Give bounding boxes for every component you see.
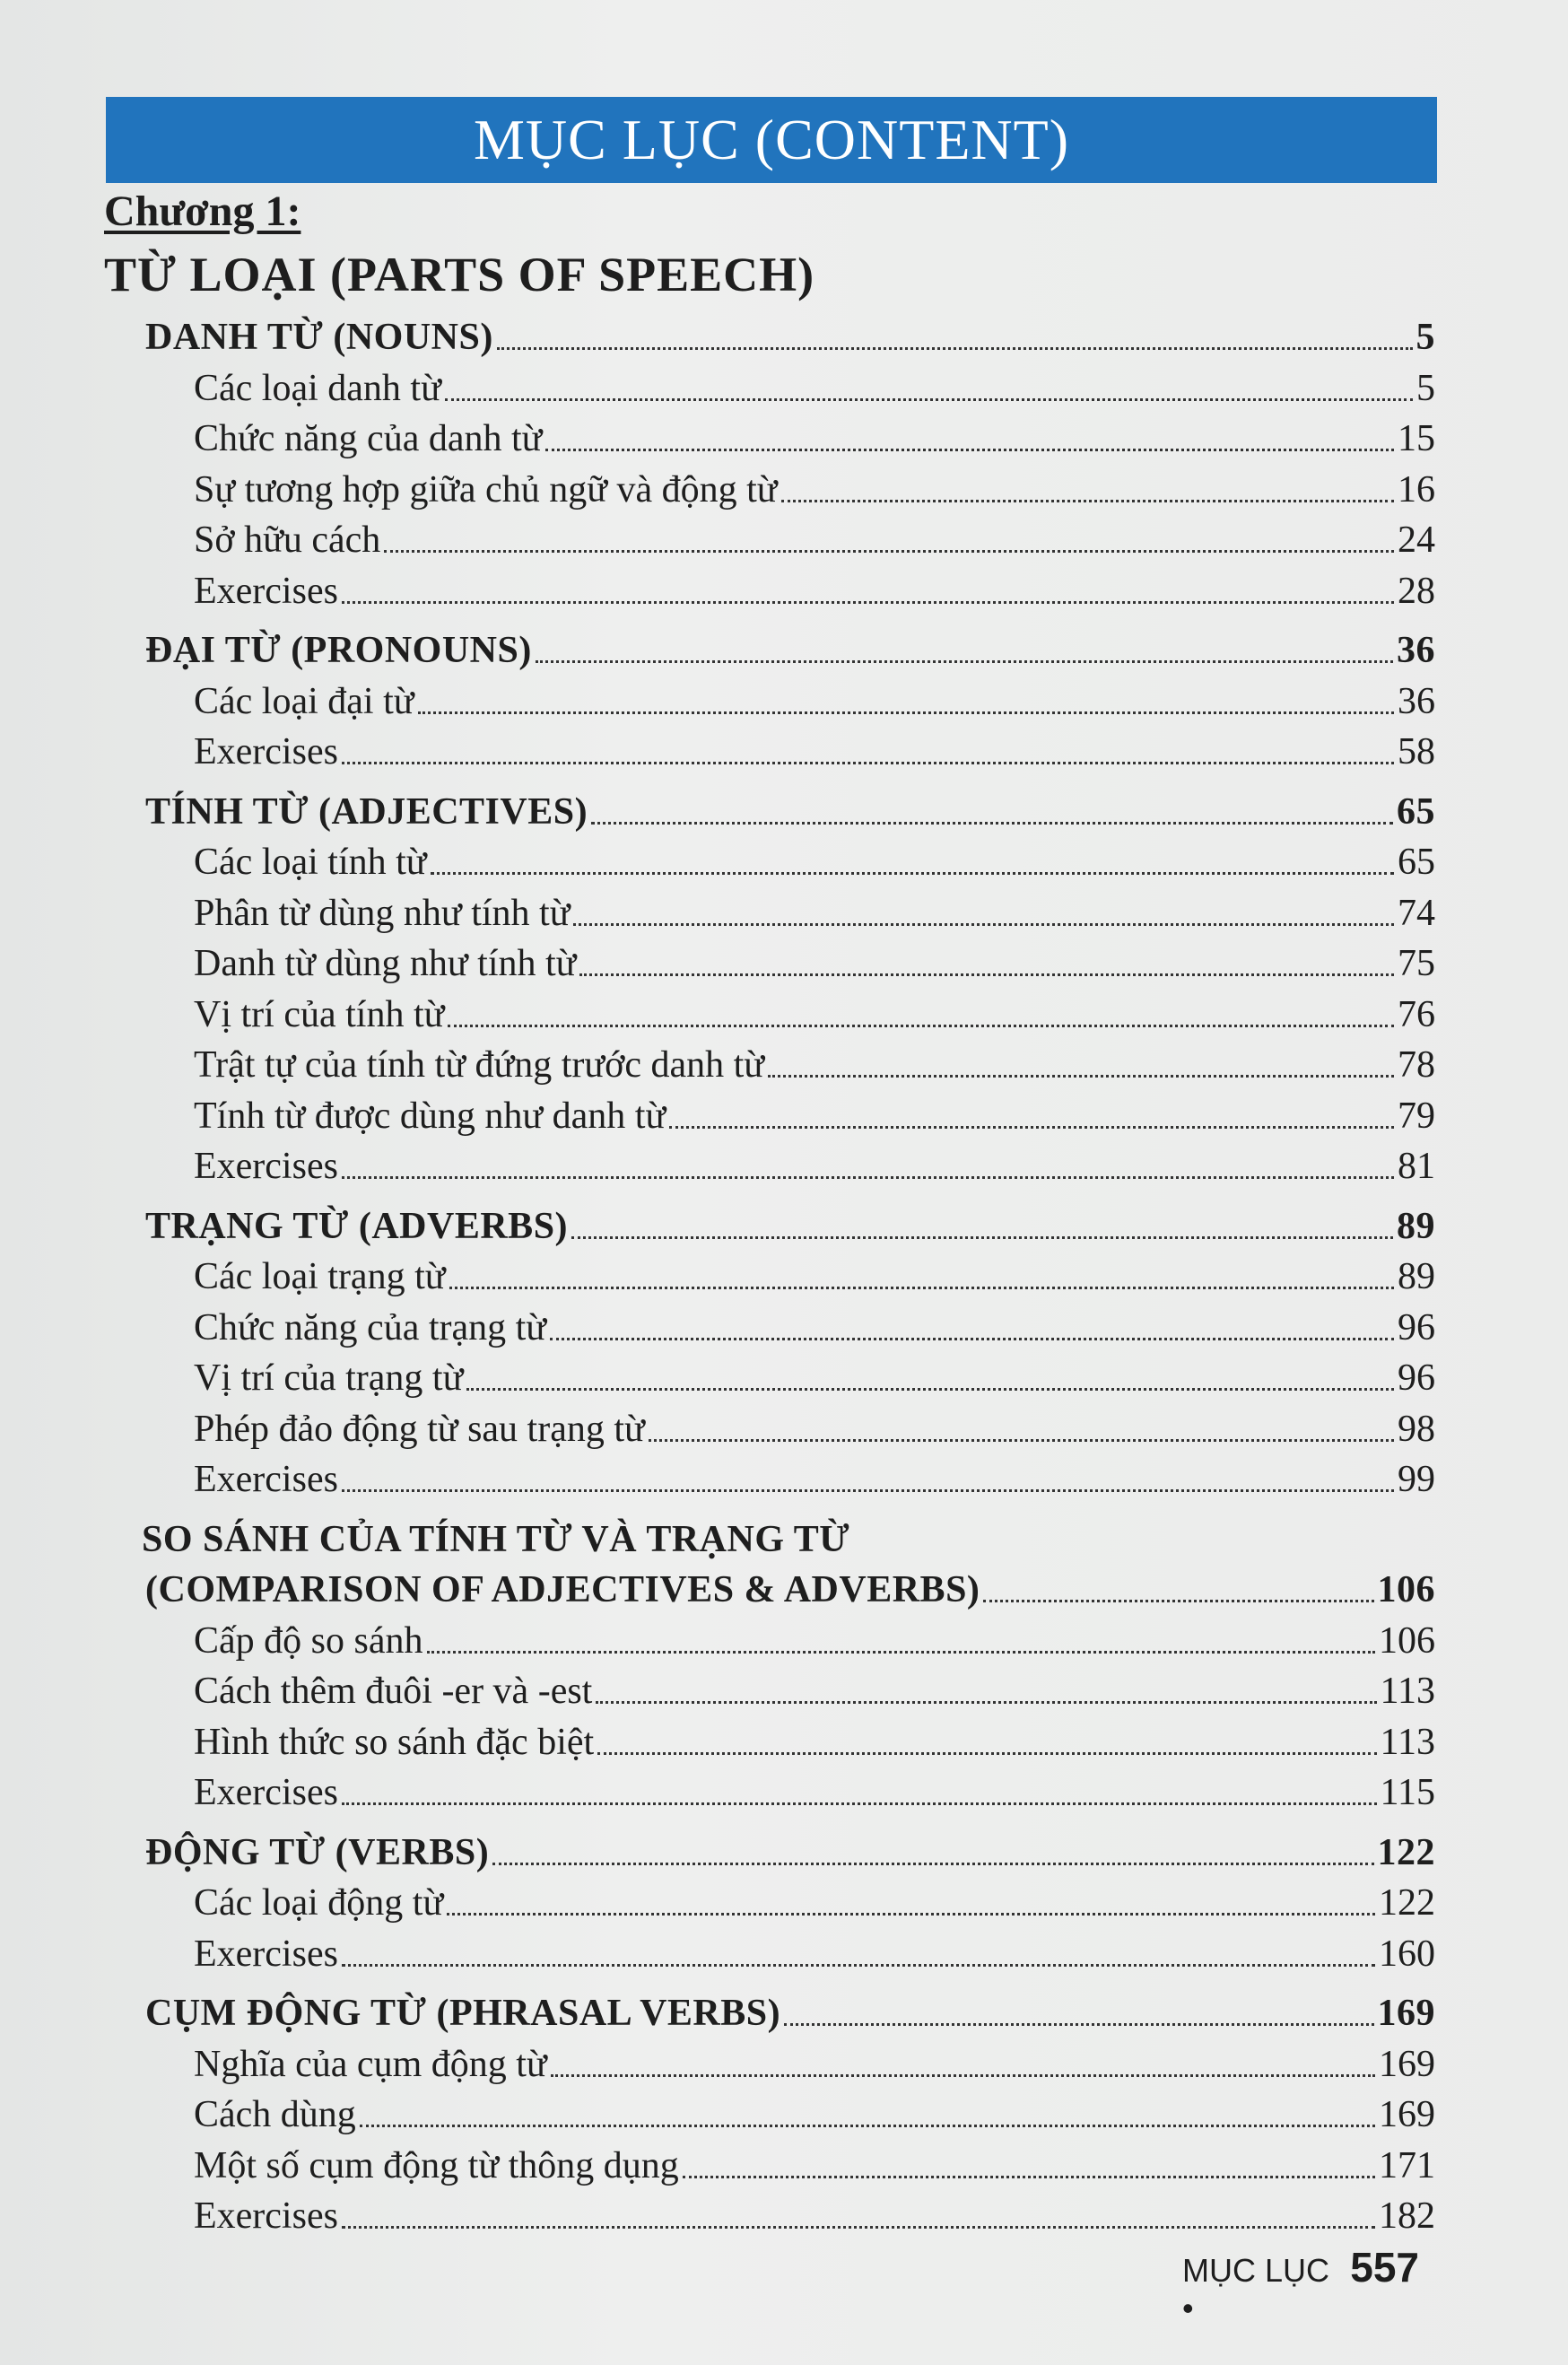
- toc-item-page: 74: [1398, 892, 1435, 934]
- toc-section-heading-title: SO SÁNH CỦA TÍNH TỪ VÀ TRẠNG TỪ: [142, 1518, 850, 1560]
- toc-item-page: 24: [1398, 519, 1435, 561]
- dot-leader: [342, 1964, 1375, 1967]
- toc-item-page: 113: [1380, 1671, 1435, 1712]
- toc-item-title: Các loại động từ: [194, 1882, 444, 1924]
- dot-leader: [466, 1388, 1394, 1391]
- toc-item-title: Phân từ dùng như tính từ: [194, 892, 571, 934]
- toc-section-title: CỤM ĐỘNG TỪ (PHRASAL VERBS): [145, 1993, 781, 2034]
- dot-leader: [596, 1701, 1376, 1704]
- toc-item-title: Cấp độ so sánh: [194, 1619, 423, 1662]
- toc-item-page: 28: [1398, 570, 1435, 612]
- dot-leader: [431, 872, 1394, 875]
- dot-leader: [550, 1338, 1394, 1340]
- dot-leader: [579, 973, 1394, 976]
- toc-item: [194, 730, 1435, 773]
- dot-leader: [448, 1025, 1394, 1027]
- toc-item-title: Danh từ dùng như tính từ: [194, 943, 577, 984]
- toc-item: [194, 1043, 1435, 1087]
- dot-leader: [573, 923, 1394, 926]
- dot-leader: [683, 2176, 1375, 2178]
- toc-item-page: 36: [1398, 680, 1435, 722]
- dot-leader: [449, 1287, 1394, 1289]
- chapter-title: TỪ LOẠI (PARTS OF SPEECH): [104, 248, 815, 301]
- dot-leader: [342, 601, 1394, 604]
- toc-item-title: Sở hữu cách: [194, 519, 381, 561]
- toc-item-title: Các loại đại từ: [194, 680, 414, 722]
- toc-item-page: 98: [1398, 1408, 1435, 1450]
- dot-leader: [342, 762, 1394, 764]
- toc-item-title: Các loại trạng từ: [194, 1256, 446, 1297]
- toc-item: [194, 942, 1435, 985]
- toc-item-title: Exercises: [194, 1146, 338, 1187]
- toc-item-title: Exercises: [194, 731, 338, 772]
- toc-section-title: DANH TỪ (NOUNS): [145, 317, 493, 358]
- dot-leader: [781, 500, 1394, 502]
- toc-item-page: 106: [1379, 1619, 1435, 1662]
- dot-leader: [649, 1439, 1394, 1442]
- toc-item-title: Nghĩa của cụm động từ: [194, 2043, 547, 2085]
- dot-leader: [768, 1075, 1394, 1078]
- toc-item: [194, 2144, 1435, 2187]
- toc-item-title: Exercises: [194, 570, 338, 612]
- toc-section-title: ĐẠI TỪ (PRONOUNS): [145, 630, 532, 671]
- dot-leader: [591, 822, 1393, 825]
- toc-item-page: 169: [1379, 2043, 1435, 2085]
- toc-item-title: Exercises: [194, 1933, 338, 1975]
- toc-item-title: Exercises: [194, 1459, 338, 1500]
- toc-item-title: Cách dùng: [194, 2094, 356, 2135]
- toc-section-title: (COMPARISON OF ADJECTIVES & ADVERBS): [145, 1569, 980, 1610]
- toc-item: [194, 1357, 1435, 1400]
- toc-section: [145, 1205, 1435, 1248]
- dot-leader: [597, 1752, 1376, 1755]
- toc-item-page: 171: [1379, 2144, 1435, 2186]
- toc-section-heading: [142, 1518, 1435, 1561]
- dot-leader: [384, 550, 1394, 553]
- dot-leader: [342, 1802, 1377, 1805]
- toc-item-page: 122: [1379, 1882, 1435, 1924]
- dot-leader: [445, 398, 1413, 401]
- toc-item-title: Các loại tính từ: [194, 842, 427, 883]
- dot-leader: [342, 1176, 1394, 1179]
- toc-item-title: Trật tự của tính từ đứng trước danh từ: [194, 1044, 765, 1086]
- dot-leader: [497, 347, 1413, 350]
- toc-item-page: 99: [1398, 1459, 1435, 1500]
- toc-item-page: 65: [1398, 842, 1435, 883]
- toc-section-title: TÍNH TỪ (ADJECTIVES): [145, 790, 588, 833]
- toc-item-title: Exercises: [194, 2195, 338, 2237]
- toc-item: [194, 680, 1435, 723]
- toc-item: [194, 2093, 1435, 2136]
- toc-item-title: Sự tương hợp giữa chủ ngữ và động từ: [194, 468, 778, 511]
- toc-item: [194, 1458, 1435, 1501]
- toc-item-title: Tính từ được dùng như danh từ: [194, 1095, 666, 1137]
- toc-item-title: Vị trí của trạng từ: [194, 1357, 464, 1399]
- toc-section-title: ĐỘNG TỪ (VERBS): [145, 1831, 490, 1873]
- dot-leader: [784, 2023, 1373, 2026]
- dot-leader: [418, 711, 1394, 714]
- toc-section-page: 89: [1397, 1205, 1435, 1247]
- toc-item: [194, 1721, 1435, 1764]
- toc-item: [194, 367, 1435, 410]
- toc-item-page: 89: [1398, 1256, 1435, 1297]
- dot-leader: [342, 2226, 1375, 2229]
- toc-item-page: 169: [1379, 2094, 1435, 2135]
- dot-leader: [447, 1913, 1375, 1916]
- toc-item: [194, 1408, 1435, 1451]
- dot-leader: [427, 1651, 1376, 1654]
- toc-item: [194, 1670, 1435, 1713]
- dot-leader: [545, 449, 1394, 451]
- toc-item: [194, 1881, 1435, 1924]
- dot-leader: [669, 1126, 1394, 1129]
- toc-section: [145, 1831, 1435, 1874]
- toc-item: [194, 1933, 1435, 1976]
- toc-section-page: 36: [1397, 630, 1435, 671]
- dot-leader: [536, 660, 1393, 663]
- toc-item-title: Các loại danh từ: [194, 367, 441, 409]
- toc-item: [194, 519, 1435, 562]
- toc-item-title: Vị trí của tính từ: [194, 993, 445, 1035]
- toc-item: [194, 1771, 1435, 1814]
- page-title: MỤC LỤC (CONTENT): [473, 108, 1070, 171]
- toc-section-title: TRẠNG TỪ (ADVERBS): [145, 1205, 569, 1247]
- toc-item: [194, 570, 1435, 613]
- toc-item: [194, 993, 1435, 1036]
- toc-item-page: 182: [1379, 2195, 1435, 2237]
- page-footer: [1182, 2243, 1419, 2327]
- toc-section: [145, 316, 1435, 359]
- toc-item: [194, 417, 1435, 460]
- toc-section-page: 122: [1377, 1831, 1435, 1873]
- toc-item-page: 58: [1398, 731, 1435, 772]
- page-number: 557: [1350, 2244, 1419, 2291]
- toc-item-title: Một số cụm động từ thông dụng: [194, 2144, 679, 2186]
- toc-item-page: 16: [1398, 468, 1435, 511]
- dot-leader: [360, 2125, 1375, 2127]
- toc-section: [145, 1992, 1435, 2035]
- toc-section-page: 106: [1377, 1569, 1435, 1610]
- toc-item-page: 81: [1398, 1146, 1435, 1187]
- toc-item-page: 115: [1380, 1772, 1435, 1813]
- toc-section: [145, 1568, 1435, 1611]
- toc-item-page: 75: [1398, 943, 1435, 984]
- toc-item: [194, 468, 1435, 511]
- toc-item-title: Hình thức so sánh đặc biệt: [194, 1721, 595, 1763]
- toc-item: [194, 892, 1435, 935]
- toc-item-page: 78: [1398, 1044, 1435, 1086]
- toc-item: [194, 841, 1435, 884]
- toc-item-title: Chức năng của danh từ: [194, 418, 543, 459]
- toc-item: [194, 2195, 1435, 2238]
- toc-item-page: 96: [1398, 1306, 1435, 1348]
- toc-item: [194, 1306, 1435, 1349]
- toc-item-page: 96: [1398, 1357, 1435, 1399]
- toc-item-title: Phép đảo động từ sau trạng từ: [194, 1408, 645, 1450]
- dot-leader: [492, 1863, 1373, 1865]
- footer-label: MỤC LỤC •: [1182, 2252, 1330, 2326]
- toc-section-page: 169: [1377, 1993, 1435, 2034]
- toc-item-page: 160: [1379, 1933, 1435, 1975]
- toc-item-title: Cách thêm đuôi -er và -est: [194, 1671, 593, 1712]
- toc-item: [194, 1619, 1435, 1662]
- toc-item: [194, 1255, 1435, 1298]
- toc-item: [194, 1145, 1435, 1188]
- dot-leader: [342, 1489, 1394, 1492]
- toc-section: [145, 629, 1435, 672]
- toc-section: [145, 790, 1435, 833]
- toc-item-page: 76: [1398, 993, 1435, 1035]
- toc-section-page: 5: [1416, 317, 1435, 358]
- toc-item-title: Exercises: [194, 1772, 338, 1813]
- dot-leader: [571, 1236, 1393, 1239]
- toc-item: [194, 2043, 1435, 2086]
- dot-leader: [983, 1600, 1373, 1602]
- chapter-label: Chương 1:: [104, 188, 301, 235]
- toc-item-page: 15: [1398, 418, 1435, 459]
- toc-item-page: 79: [1398, 1095, 1435, 1137]
- dot-leader: [551, 2074, 1375, 2077]
- toc-item-page: 5: [1416, 367, 1435, 409]
- toc-section-page: 65: [1397, 790, 1435, 833]
- toc-item-page: 113: [1380, 1721, 1435, 1763]
- toc-item-title: Chức năng của trạng từ: [194, 1306, 547, 1348]
- toc-item: [194, 1095, 1435, 1138]
